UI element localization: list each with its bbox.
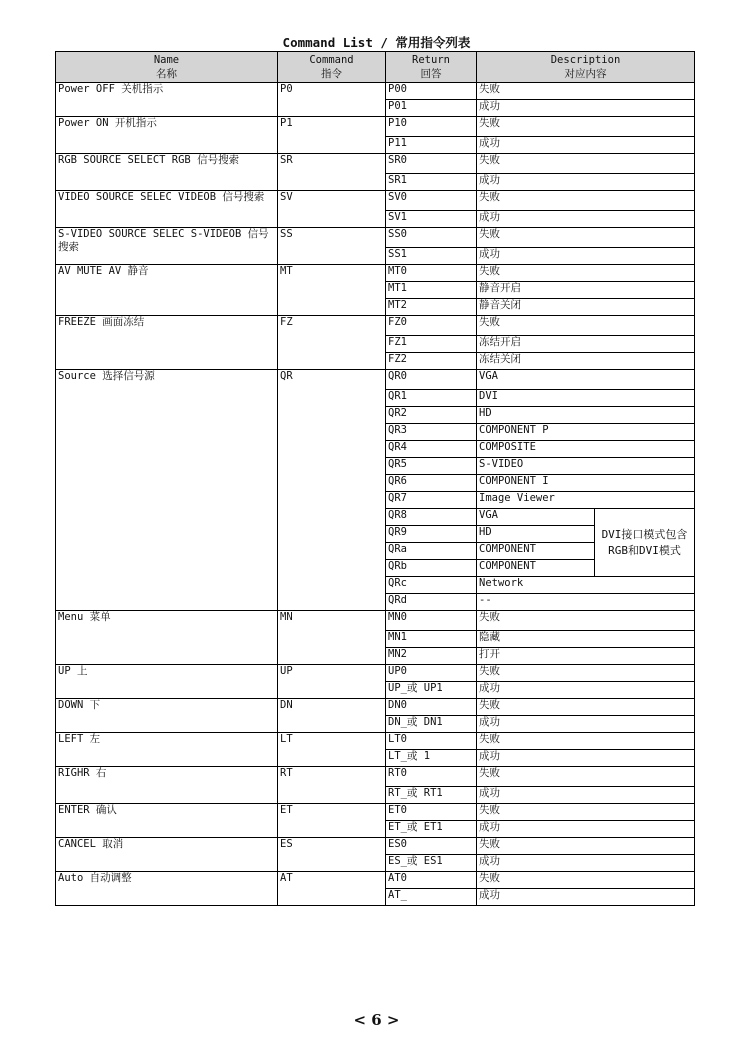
return-code: QR6 xyxy=(386,475,477,492)
header-return-en: Return xyxy=(412,54,450,66)
table-row xyxy=(56,316,695,336)
command-name: CANCEL 取消 xyxy=(56,838,278,872)
return-code: UP_或 UP1 xyxy=(386,682,477,699)
header-return xyxy=(386,52,477,83)
header-desc-en: Description xyxy=(550,54,621,66)
return-description: 成功 xyxy=(477,716,695,733)
return-description: 静音关闭 xyxy=(477,299,695,316)
command-code: MN xyxy=(278,611,386,665)
return-code: FZ0 xyxy=(386,316,477,336)
page-number: < 6 > xyxy=(353,1011,400,1029)
return-code: FZ2 xyxy=(386,353,477,370)
return-code: QR0 xyxy=(386,370,477,390)
return-description: COMPOSITE xyxy=(477,441,695,458)
return-code: DN_或 DN1 xyxy=(386,716,477,733)
return-code: MN0 xyxy=(386,611,477,631)
return-description: HD xyxy=(477,526,595,543)
header-command xyxy=(278,52,386,83)
return-code: QR2 xyxy=(386,407,477,424)
header-name-en: Name xyxy=(153,54,180,66)
command-code: SV xyxy=(278,191,386,228)
header-name-zh: 名称 xyxy=(156,68,177,80)
return-description: 成功 xyxy=(477,787,695,804)
return-code: P01 xyxy=(386,100,477,117)
return-description: 成功 xyxy=(477,174,695,191)
command-code: SS xyxy=(278,228,386,265)
return-code: QR9 xyxy=(386,526,477,543)
return-description: 冻结关闭 xyxy=(477,353,695,370)
header-command-zh: 指令 xyxy=(321,68,342,80)
dvi-mode-note: DVI接口模式包含RGB和DVI模式 xyxy=(595,509,695,577)
table-row xyxy=(56,611,695,631)
table-row xyxy=(56,154,695,174)
return-description: COMPONENT P xyxy=(477,424,695,441)
return-code: QR5 xyxy=(386,458,477,475)
command-code: P1 xyxy=(278,117,386,154)
return-code: UP0 xyxy=(386,665,477,682)
header-desc-zh: 对应内容 xyxy=(564,68,607,80)
table-row xyxy=(56,838,695,855)
table-row xyxy=(56,370,695,390)
return-code: SV0 xyxy=(386,191,477,211)
return-description: 成功 xyxy=(477,855,695,872)
table-row xyxy=(56,699,695,716)
return-description: 失败 xyxy=(477,872,695,889)
return-description: 静音开启 xyxy=(477,282,695,299)
command-table-body xyxy=(56,83,695,906)
return-code: SV1 xyxy=(386,211,477,228)
table-row xyxy=(56,191,695,211)
command-code: MT xyxy=(278,265,386,316)
table-row xyxy=(56,804,695,821)
return-code: QR1 xyxy=(386,390,477,407)
command-code: FZ xyxy=(278,316,386,370)
return-code: RT0 xyxy=(386,767,477,787)
command-code: RT xyxy=(278,767,386,804)
command-code: SR xyxy=(278,154,386,191)
return-description: 冻结开启 xyxy=(477,336,695,353)
return-code: QRd xyxy=(386,594,477,611)
return-code: LT0 xyxy=(386,733,477,750)
return-code: P00 xyxy=(386,83,477,100)
return-description: 成功 xyxy=(477,137,695,154)
return-description: Network xyxy=(477,577,695,594)
return-description: 成功 xyxy=(477,889,695,906)
return-description: VGA xyxy=(477,509,595,526)
return-code: P11 xyxy=(386,137,477,154)
return-code: SS1 xyxy=(386,248,477,265)
return-description: HD xyxy=(477,407,695,424)
return-description: VGA xyxy=(477,370,695,390)
command-code: DN xyxy=(278,699,386,733)
table-row xyxy=(56,767,695,787)
return-code: QRc xyxy=(386,577,477,594)
command-name: AV MUTE AV 静音 xyxy=(56,265,278,316)
return-code: SR1 xyxy=(386,174,477,191)
command-name: Power OFF 关机指示 xyxy=(56,83,278,117)
command-name: UP 上 xyxy=(56,665,278,699)
command-table xyxy=(55,51,695,906)
command-name: Menu 菜单 xyxy=(56,611,278,665)
return-description: 失败 xyxy=(477,191,695,211)
return-description: 成功 xyxy=(477,211,695,228)
command-code: QR xyxy=(278,370,386,611)
command-name: FREEZE 画面冻结 xyxy=(56,316,278,370)
command-code: UP xyxy=(278,665,386,699)
command-name: Power ON 开机指示 xyxy=(56,117,278,154)
return-code: SS0 xyxy=(386,228,477,248)
table-row xyxy=(56,665,695,682)
table-row xyxy=(56,265,695,282)
return-description: 失败 xyxy=(477,154,695,174)
return-description: 失败 xyxy=(477,733,695,750)
return-code: ES_或 ES1 xyxy=(386,855,477,872)
return-description: COMPONENT I xyxy=(477,475,695,492)
return-code: AT0 xyxy=(386,872,477,889)
return-code: P10 xyxy=(386,117,477,137)
return-description: 失败 xyxy=(477,767,695,787)
return-description: 失败 xyxy=(477,699,695,716)
page-title: Command List / 常用指令列表 xyxy=(282,35,471,50)
return-description: -- xyxy=(477,594,695,611)
table-row xyxy=(56,872,695,889)
return-code: QR8 xyxy=(386,509,477,526)
return-code: RT_或 RT1 xyxy=(386,787,477,804)
return-description: 成功 xyxy=(477,248,695,265)
header-command-en: Command xyxy=(309,54,354,66)
return-description: DVI xyxy=(477,390,695,407)
return-description: 失败 xyxy=(477,228,695,248)
return-code: LT_或 1 xyxy=(386,750,477,767)
table-row xyxy=(56,83,695,100)
return-code: MT2 xyxy=(386,299,477,316)
command-code: ET xyxy=(278,804,386,838)
return-code: FZ1 xyxy=(386,336,477,353)
return-description: 失败 xyxy=(477,83,695,100)
return-description: 失败 xyxy=(477,316,695,336)
return-description: 成功 xyxy=(477,750,695,767)
return-description: COMPONENT xyxy=(477,560,595,577)
return-description: 失败 xyxy=(477,804,695,821)
command-name: S-VIDEO SOURCE SELEC S-VIDEOB 信号搜索 xyxy=(56,228,278,265)
return-description: 成功 xyxy=(477,682,695,699)
command-code: AT xyxy=(278,872,386,906)
table-row xyxy=(56,117,695,137)
return-code: AT_ xyxy=(386,889,477,906)
command-name: DOWN 下 xyxy=(56,699,278,733)
return-code: MT1 xyxy=(386,282,477,299)
return-code: QR3 xyxy=(386,424,477,441)
return-code: DN0 xyxy=(386,699,477,716)
table-row xyxy=(56,228,695,248)
return-description: 成功 xyxy=(477,100,695,117)
return-description: 失败 xyxy=(477,117,695,137)
return-code: QR7 xyxy=(386,492,477,509)
header-return-zh: 回答 xyxy=(420,68,442,80)
return-code: MN2 xyxy=(386,648,477,665)
return-code: ET_或 ET1 xyxy=(386,821,477,838)
return-description: 失败 xyxy=(477,665,695,682)
command-code: P0 xyxy=(278,83,386,117)
command-name: LEFT 左 xyxy=(56,733,278,767)
return-description: 隐藏 xyxy=(477,631,695,648)
return-description: S-VIDEO xyxy=(477,458,695,475)
return-code: ET0 xyxy=(386,804,477,821)
command-code: ES xyxy=(278,838,386,872)
command-name: RIGHR 右 xyxy=(56,767,278,804)
command-name: RGB SOURCE SELECT RGB 信号搜索 xyxy=(56,154,278,191)
return-description: 失败 xyxy=(477,611,695,631)
return-code: QRa xyxy=(386,543,477,560)
command-name: Source 选择信号源 xyxy=(56,370,278,611)
command-code: LT xyxy=(278,733,386,767)
header-name xyxy=(56,52,278,83)
return-code: QR4 xyxy=(386,441,477,458)
return-description: 打开 xyxy=(477,648,695,665)
return-description: 成功 xyxy=(477,821,695,838)
command-name: VIDEO SOURCE SELEC VIDEOB 信号搜索 xyxy=(56,191,278,228)
return-code: MN1 xyxy=(386,631,477,648)
return-code: MT0 xyxy=(386,265,477,282)
command-name: ENTER 确认 xyxy=(56,804,278,838)
return-code: SR0 xyxy=(386,154,477,174)
header-description xyxy=(477,52,695,83)
table-row xyxy=(56,733,695,750)
table-header-row xyxy=(56,52,695,83)
return-description: 失败 xyxy=(477,265,695,282)
return-description: 失败 xyxy=(477,838,695,855)
command-name: Auto 自动调整 xyxy=(56,872,278,906)
return-code: ES0 xyxy=(386,838,477,855)
return-code: QRb xyxy=(386,560,477,577)
return-description: COMPONENT xyxy=(477,543,595,560)
return-description: Image Viewer xyxy=(477,492,695,509)
